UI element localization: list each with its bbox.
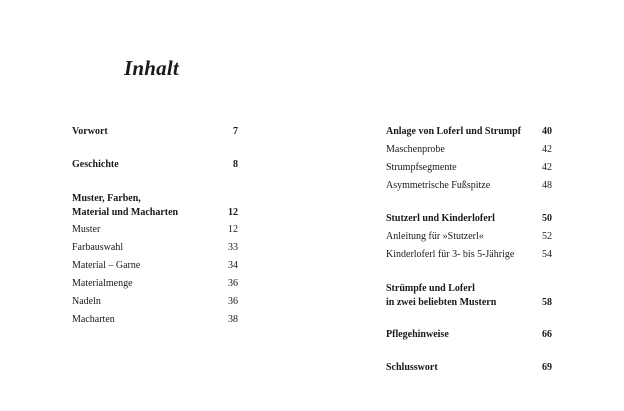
toc-entry-page: 36 bbox=[228, 278, 238, 289]
page-title: Inhalt bbox=[124, 56, 179, 80]
toc-entry-page: 48 bbox=[542, 180, 552, 191]
toc-entry-label: Macharten bbox=[72, 314, 115, 325]
toc-entry-label: Material – Garne bbox=[72, 260, 141, 271]
toc-entry-page: 50 bbox=[542, 213, 552, 224]
toc-entry-label: Strumpfsegmente bbox=[386, 162, 457, 173]
toc-entry-page: 52 bbox=[542, 231, 552, 242]
toc-entry-page: 40 bbox=[542, 126, 552, 137]
toc-entry-page: 42 bbox=[542, 162, 552, 173]
toc-entry-page: 38 bbox=[228, 314, 238, 325]
toc-entry-page: 33 bbox=[228, 242, 238, 253]
toc-entry-label: Maschenprobe bbox=[386, 144, 445, 155]
toc-entry-label: Muster bbox=[72, 224, 101, 235]
toc-entry-page: 7 bbox=[233, 126, 238, 137]
toc-entry-label: Stutzerl und Kinderloferl bbox=[386, 213, 495, 224]
toc-entry-label: Pflegehinweise bbox=[386, 329, 449, 340]
toc-entry-label: Geschichte bbox=[72, 159, 119, 170]
toc-entry-page: 54 bbox=[542, 249, 552, 260]
toc-entry-label: Anlage von Loferl und Strumpf bbox=[386, 126, 522, 137]
toc-entry-page: 42 bbox=[542, 144, 552, 155]
toc-entry-page: 8 bbox=[233, 159, 238, 170]
toc-entry-page: 58 bbox=[542, 297, 552, 308]
toc-entry-label: Kinderloferl für 3- bis 5-Jährige bbox=[386, 249, 515, 260]
toc-entry-label-line-1: Strümpfe und Loferl bbox=[386, 283, 475, 294]
toc-entry-label-line-2: Material und Macharten bbox=[72, 207, 179, 218]
toc-entry-page: 69 bbox=[542, 362, 552, 373]
toc-entry-page: 12 bbox=[228, 224, 238, 235]
toc-entry-label: Asymmetrische Fußspitze bbox=[386, 180, 491, 191]
toc-entry-label: Farbauswahl bbox=[72, 242, 124, 253]
toc-entry-struempfe-loferl[interactable] bbox=[386, 282, 552, 310]
toc-entry-label-line-1: Muster, Farben, bbox=[72, 193, 141, 204]
toc-entry-page: 34 bbox=[228, 260, 238, 271]
toc-entry-page: 36 bbox=[228, 296, 238, 307]
toc-entry-label: Anleitung für »Stutzerl« bbox=[386, 231, 484, 242]
toc-entry-label: Vorwort bbox=[72, 126, 108, 137]
toc-entry-label: Schlusswort bbox=[386, 362, 438, 373]
toc-entry-label: Nadeln bbox=[72, 296, 101, 307]
toc-entry-page: 12 bbox=[228, 207, 238, 218]
toc-entry-label-line-2: in zwei beliebten Mustern bbox=[386, 297, 497, 308]
toc-entry-page: 66 bbox=[542, 329, 552, 340]
toc-entry-label: Materialmenge bbox=[72, 278, 133, 289]
toc-entry-muster-farben[interactable] bbox=[72, 192, 238, 220]
